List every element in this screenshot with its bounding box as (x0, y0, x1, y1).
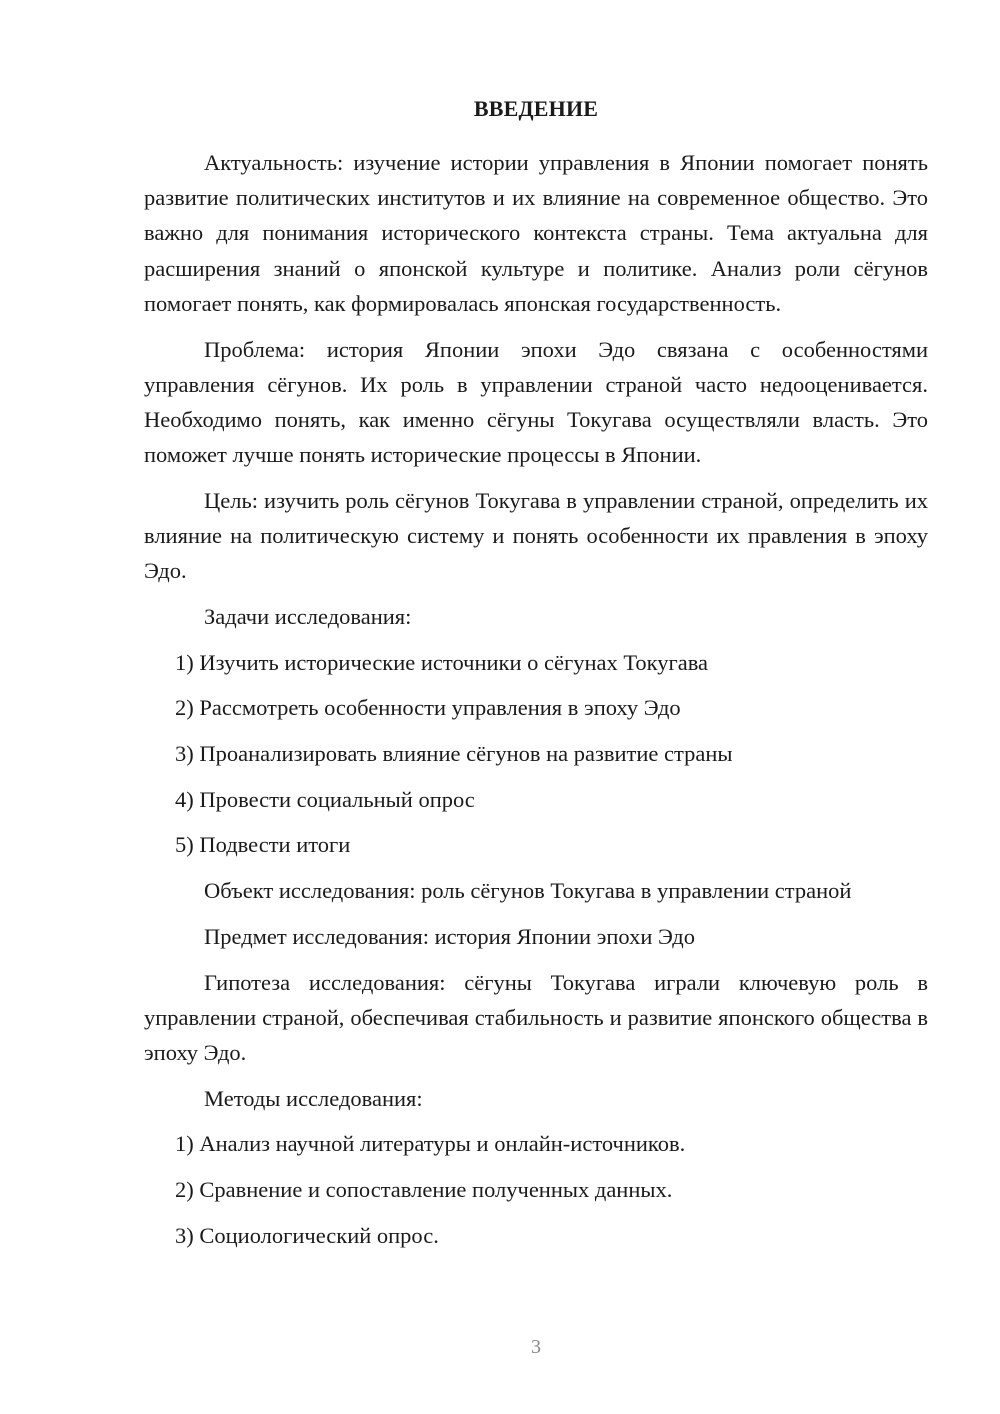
methods-heading: Методы исследования: (204, 1085, 423, 1111)
object-line: Объект исследования: роль сёгунов Токугава в управлении страной (204, 878, 852, 904)
method-item: 3) Социологический опрос. (175, 1222, 439, 1248)
page-number: 3 (531, 1336, 541, 1358)
subject-line: Предмет исследования: история Японии эпохи Эдо (204, 923, 695, 949)
tasks-heading: Задачи исследования: (204, 603, 412, 629)
goal-paragraph: Цель: изучить роль сёгунов Токугава в управлении страной, определить их влияние на политическую систему и понять особенности их правления в эпоху Эдо. (144, 487, 928, 584)
task-item: 3) Проанализировать влияние сёгунов на развитие страны (175, 741, 733, 767)
method-item: 2) Сравнение и сопоставление полученных данных. (175, 1177, 673, 1203)
section-title: ВВЕДЕНИЕ (473, 96, 599, 121)
relevance-paragraph: Актуальность: изучение истории управления в Японии помогает понять развитие политических институтов и их влияние на современное общество. Это важно для понимания исторического контекста страны. Тема актуальна для расширения знаний о японской культуре и политике. Анализ роли сёгунов помогает понять, как формировалась японская государственность. (144, 150, 928, 316)
task-item: 5) Подвести итоги (175, 832, 351, 858)
task-item: 2) Рассмотреть особенности управления в эпоху Эдо (175, 695, 681, 721)
hypothesis-paragraph: Гипотеза исследования: сёгуны Токугава играли ключевую роль в управлении страной, обеспечивая стабильность и развитие японского общества в эпоху Эдо. (144, 969, 928, 1065)
body-text (144, 145, 928, 1263)
task-item: 1) Изучить исторические источники о сёгунах Токугава (175, 649, 709, 675)
problem-paragraph: Проблема: история Японии эпохи Эдо связана с особенностями управления сёгунов. Их роль в управлении страной часто недооценивается. Необходимо понять, как именно сёгуны Токугава осуществляли власть. Это поможет лучше понять исторические процессы в Японии. (144, 336, 928, 468)
task-item: 4) Провести социальный опрос (175, 786, 475, 812)
method-item: 1) Анализ научной литературы и онлайн-источников. (175, 1131, 686, 1157)
